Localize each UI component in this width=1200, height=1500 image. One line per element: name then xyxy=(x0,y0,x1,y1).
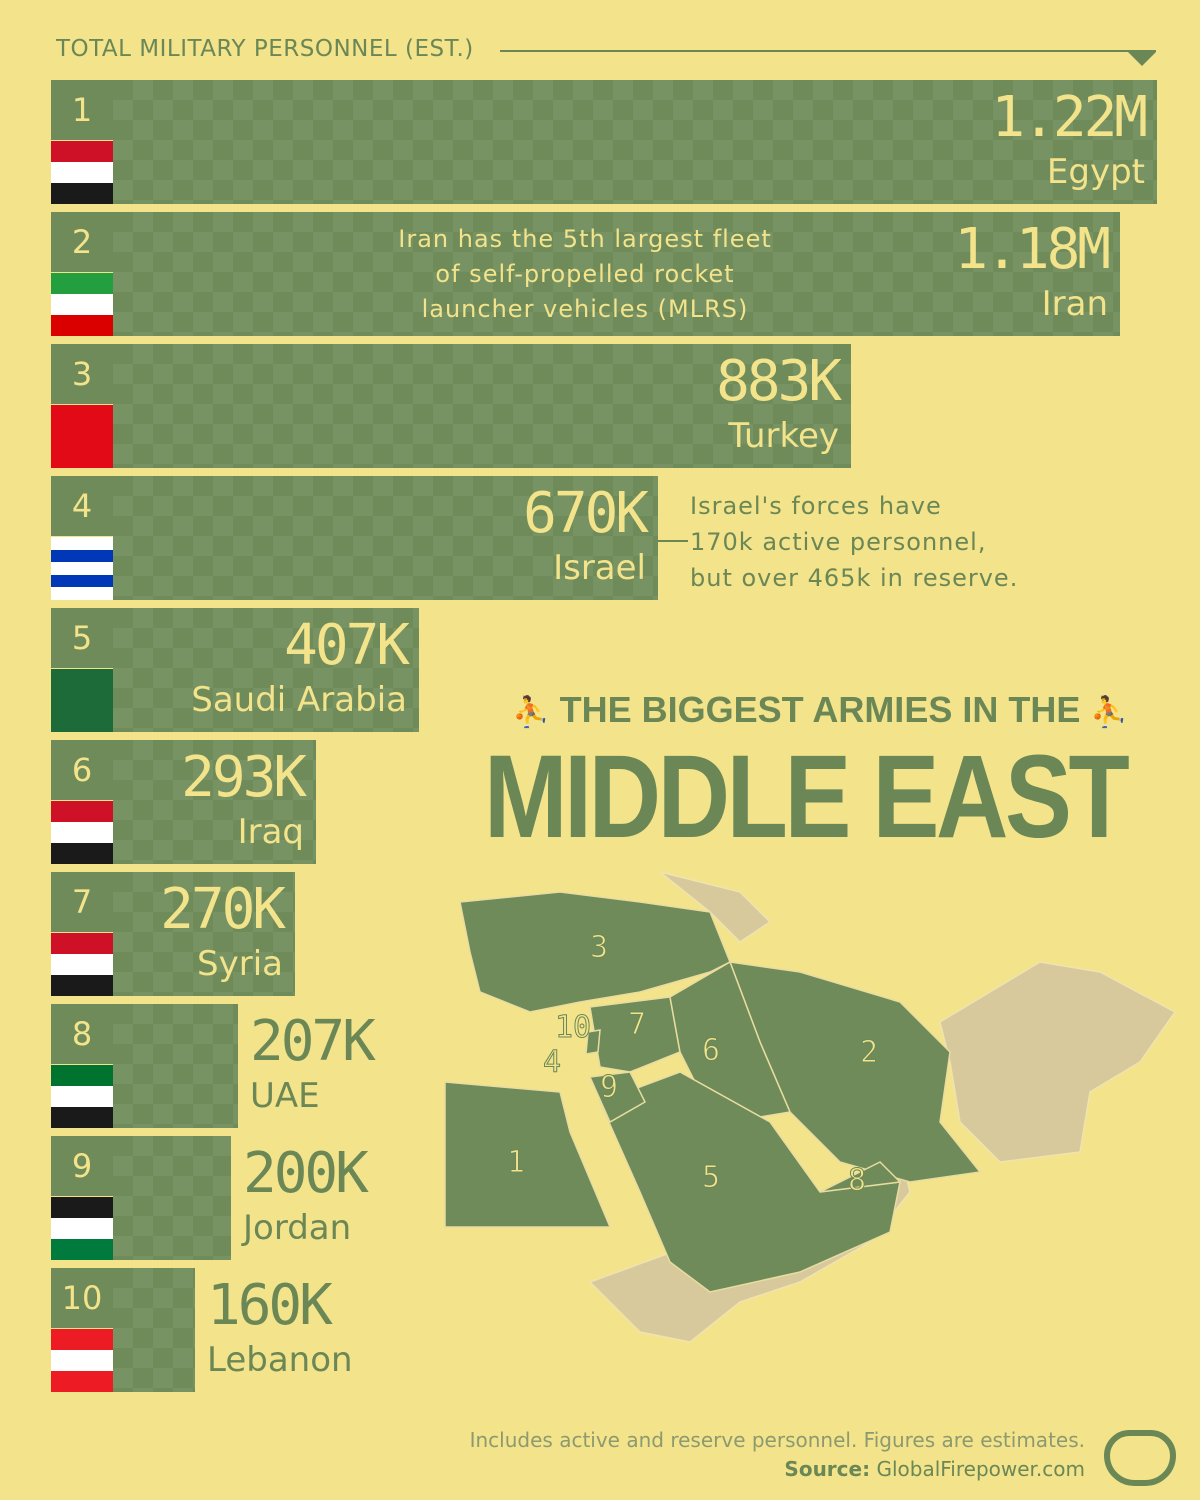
flag-icon xyxy=(51,141,113,204)
flag-icon xyxy=(51,1329,113,1392)
rank-badge: 9 xyxy=(51,1136,113,1196)
flag-icon xyxy=(51,537,113,600)
bar-label xyxy=(207,1274,353,1382)
bar xyxy=(113,1004,238,1128)
map-egypt xyxy=(445,1082,610,1227)
value-label: 883K xyxy=(716,349,839,414)
value-label: 407K xyxy=(284,613,407,678)
source-line xyxy=(784,1457,1085,1481)
rank-badge: 1 xyxy=(51,80,113,140)
iran-note-line: Iran has the 5th largest fleet xyxy=(398,225,772,253)
country-label: Saudi Arabia xyxy=(191,680,407,720)
israel-note-line: but over 465k in reserve. xyxy=(690,564,1019,592)
axis-title: TOTAL MILITARY PERSONNEL (EST.) xyxy=(56,36,474,62)
flag-icon xyxy=(51,933,113,996)
map-label: 6 xyxy=(702,1033,721,1068)
rank-badge: 5 xyxy=(51,608,113,668)
middle-east-map xyxy=(440,862,1180,1362)
flag-icon xyxy=(51,273,113,336)
bar-label xyxy=(243,1142,366,1250)
rank-badge: 6 xyxy=(51,740,113,800)
soldier-icon: ⛹ xyxy=(512,696,550,729)
map-label: 3 xyxy=(590,930,609,965)
map-label: 4 xyxy=(543,1045,562,1080)
map-label: 8 xyxy=(848,1163,867,1198)
title-text: THE BIGGEST ARMIES IN THE xyxy=(559,689,1081,730)
rank-badge: 3 xyxy=(51,344,113,404)
flag-icon xyxy=(51,801,113,864)
map-label: 10 xyxy=(555,1010,592,1045)
bar-label xyxy=(954,218,1108,326)
map-label: 2 xyxy=(860,1035,879,1070)
country-label: Jordan xyxy=(243,1208,352,1248)
value-label: 160K xyxy=(207,1273,330,1338)
map-label: 1 xyxy=(507,1145,526,1180)
title-line2: MIDDLE EAST xyxy=(484,731,1127,863)
bar-label xyxy=(991,86,1145,194)
footnote: Includes active and reserve personnel. Figures are estimates. xyxy=(469,1428,1085,1452)
flag-icon xyxy=(51,669,113,732)
bar-label xyxy=(191,614,407,722)
bar xyxy=(113,1136,231,1260)
map-label: 5 xyxy=(702,1160,721,1195)
axis-line xyxy=(500,50,1156,52)
iran-note-line: launcher vehicles (MLRS) xyxy=(421,295,749,323)
israel-note-line: Israel's forces have xyxy=(690,492,942,520)
source-label: Source: xyxy=(784,1457,871,1481)
value-label: 270K xyxy=(160,877,283,942)
country-label: Lebanon xyxy=(207,1340,353,1380)
bar-label xyxy=(181,746,304,854)
bar-label xyxy=(716,350,839,458)
country-label: Iraq xyxy=(237,812,304,852)
flag-icon xyxy=(51,1065,113,1128)
rank-badge: 7 xyxy=(51,872,113,932)
israel-annotation xyxy=(690,488,1018,596)
israel-connector xyxy=(658,540,688,542)
bar xyxy=(113,1268,195,1392)
map-label: 9 xyxy=(600,1070,619,1105)
country-label: Turkey xyxy=(728,416,839,456)
rank-badge: 4 xyxy=(51,476,113,536)
map-label: 7 xyxy=(628,1007,647,1042)
value-label: 1.18M xyxy=(954,217,1108,282)
visual-capitalist-logo xyxy=(1104,1430,1176,1486)
rank-badge: 2 xyxy=(51,212,113,272)
country-label: Egypt xyxy=(1046,152,1145,192)
value-label: 207K xyxy=(250,1009,373,1074)
rank-badge: 10 xyxy=(51,1268,113,1328)
soldier-icon: ⛹ xyxy=(1090,696,1128,729)
country-label: Israel xyxy=(553,548,646,588)
israel-note-line: 170k active personnel, xyxy=(690,528,987,556)
value-label: 200K xyxy=(243,1141,366,1206)
value-label: 293K xyxy=(181,745,304,810)
rank-badge: 8 xyxy=(51,1004,113,1064)
bar-label xyxy=(160,878,283,986)
value-label: 1.22M xyxy=(991,85,1145,150)
title-line1 xyxy=(460,688,1180,735)
iran-note-line: of self-propelled rocket xyxy=(435,260,735,288)
flag-icon xyxy=(51,405,113,468)
bar-label xyxy=(523,482,646,590)
flag-icon xyxy=(51,1197,113,1260)
country-label: Syria xyxy=(197,944,283,984)
axis-arrow-icon xyxy=(1128,52,1156,66)
bar-label xyxy=(250,1010,373,1118)
value-label: 670K xyxy=(523,481,646,546)
iran-annotation xyxy=(380,222,790,327)
source-link[interactable]: GlobalFirepower.com xyxy=(876,1457,1085,1481)
country-label: UAE xyxy=(250,1076,320,1116)
country-label: Iran xyxy=(1041,284,1108,324)
